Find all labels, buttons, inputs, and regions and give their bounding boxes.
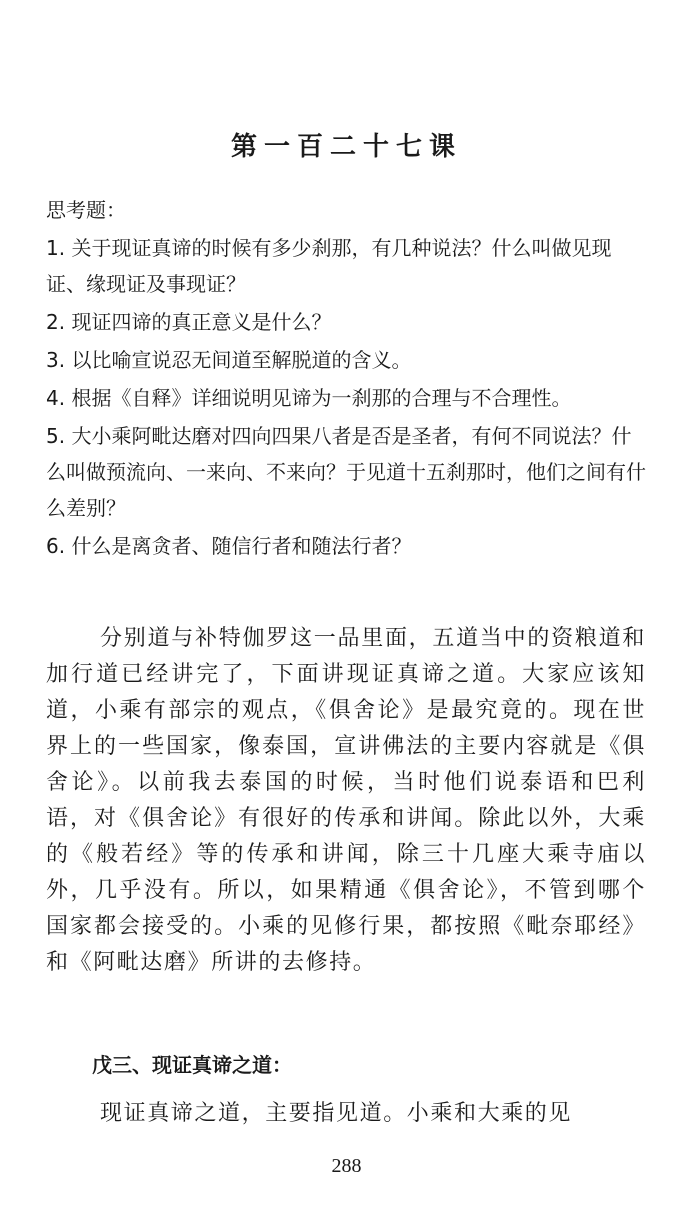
question-item: 1. 关于现证真谛的时候有多少刹那，有几种说法？什么叫做见现证、缘现证及事现证？ [46, 236, 612, 296]
lesson-title: 第一百二十七课 [230, 132, 462, 162]
body-paragraph: 分别道与补特伽罗这一品里面，五道当中的资粮道和加行道已经讲完了，下面讲现证真谛之道。大家应该知道，小乘有部宗的观点，《俱舍论》是最究竟的。现在世界上的一些国家，像泰国，宣讲佛法的主要内容就是《俱舍论》。以前我去泰国的时候，当时他们说泰语和巴利语，对《俱舍论》有很好的传承和讲闻。除此以外，大乘的《般若经》等的传承和讲闻，除三十几座大乘寺庙以外，几乎没有。所以，如果精通《俱舍论》，不管到哪个国家都会接受的。小乘的见修行果，都按照《毗奈耶经》和《阿毗达磨》所讲的去修持。 [46, 626, 646, 975]
section-heading: 戊三、现证真谛之道： [92, 1053, 292, 1077]
page-number: 288 [331, 1155, 362, 1177]
question-item: 4. 根据《自释》详细说明见谛为一刹那的合理与不合理性。 [46, 386, 572, 410]
question-item: 3. 以比喻宣说忍无间道至解脱道的含义。 [46, 348, 412, 372]
question-item: 5. 大小乘阿毗达磨对四向四果八者是否是圣者，有何不同说法？什么叫做预流向、一来向、不来向？于见道十五刹那时，他们之间有什么差别？ [46, 424, 646, 520]
question-item: 2. 现证四谛的真正意义是什么？ [46, 310, 332, 334]
body-paragraph-continued: 现证真谛之道，主要指见道。小乘和大乘的见 [100, 1101, 573, 1126]
review-questions [46, 192, 650, 566]
questions-heading: 思考题： [46, 198, 126, 222]
question-item: 6. 什么是离贪者、随信行者和随法行者？ [46, 534, 412, 558]
